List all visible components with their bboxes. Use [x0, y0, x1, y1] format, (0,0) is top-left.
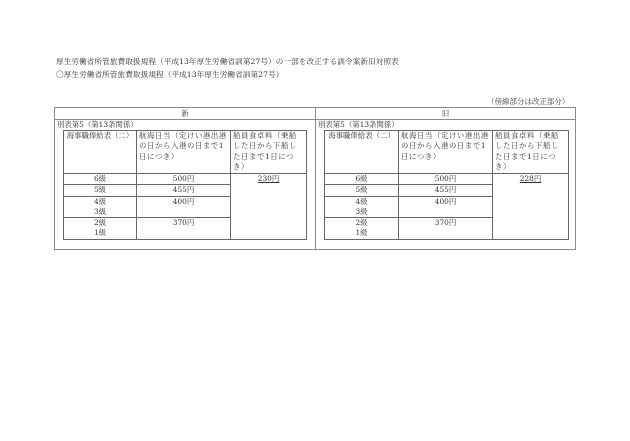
grade-cell: 5級: [325, 185, 399, 196]
grade-cell: [325, 218, 399, 240]
grade-label: 1級: [355, 228, 368, 238]
voyage-cell: 400円: [399, 196, 493, 218]
grade-label: 3級: [93, 206, 107, 216]
table-header-row: [325, 131, 569, 174]
underline-note: （傍線部分は改正部分）: [487, 97, 570, 106]
voyage-cell: 455円: [399, 185, 493, 196]
grade-cell: 6級: [325, 174, 399, 185]
meal-fee-header: 船員食卓料（乗船した日から下船した日まで1日につき）: [493, 131, 569, 174]
grade-label: 2級: [355, 218, 368, 228]
meal-fee-cell: [231, 174, 307, 240]
voyage-cell: 400円: [137, 196, 231, 218]
voyage-cell: 500円: [137, 174, 231, 185]
grade-header: 海事職俸給表（二）: [64, 131, 137, 174]
meal-fee-value: 228円: [519, 174, 542, 183]
voyage-cell: 455円: [137, 185, 231, 196]
voyage-allowance-header: 航海日当（定けい港出港の日から入港の日まで1日につき）: [399, 131, 493, 174]
new-salary-table: [63, 130, 307, 240]
meal-fee-cell: [493, 174, 569, 240]
new-section-label: 別表第5（第13条関係）: [57, 120, 138, 129]
voyage-allowance-header: 航海日当（定けい港出港の日から入港の日まで1日につき）: [137, 131, 231, 174]
grade-header: 海事職俸給表（二）: [325, 131, 399, 174]
new-column-title: 新: [181, 109, 189, 118]
comparison-table: [54, 107, 576, 250]
column-divider: [315, 108, 316, 249]
grade-label: 2級: [93, 218, 107, 228]
meal-fee-value: 230円: [257, 174, 280, 183]
grade-cell: [325, 196, 399, 218]
grade-cell: [64, 196, 137, 218]
grade-cell: [64, 218, 137, 240]
voyage-cell: 370円: [399, 218, 493, 240]
grade-cell: 5級: [64, 185, 137, 196]
grade-label: 3級: [355, 206, 368, 216]
voyage-cell: 370円: [137, 218, 231, 240]
table-row: [325, 174, 569, 185]
grade-label: 1級: [93, 228, 107, 238]
document-title: 厚生労働省所管旅費取扱規程（平成13年厚生労働省訓第27号）の一部を改正する訓令案新旧対照表: [56, 57, 399, 66]
grade-label: 4級: [355, 196, 368, 206]
voyage-cell: 500円: [399, 174, 493, 185]
regulation-name: 〇厚生労働省所管旅費取扱規程（平成13年厚生労働省訓第27号）: [56, 70, 284, 79]
old-column-title: 旧: [441, 109, 450, 118]
grade-label: 4級: [93, 196, 107, 206]
table-header-row: [64, 131, 307, 174]
grade-cell: 6級: [64, 174, 137, 185]
meal-fee-header: 船員食卓料（乗船した日から下船した日まで1日につき）: [231, 131, 307, 174]
old-section-label: 別表第5（第13条関係）: [318, 120, 399, 129]
table-row: [64, 174, 307, 185]
old-salary-table: [324, 130, 569, 240]
